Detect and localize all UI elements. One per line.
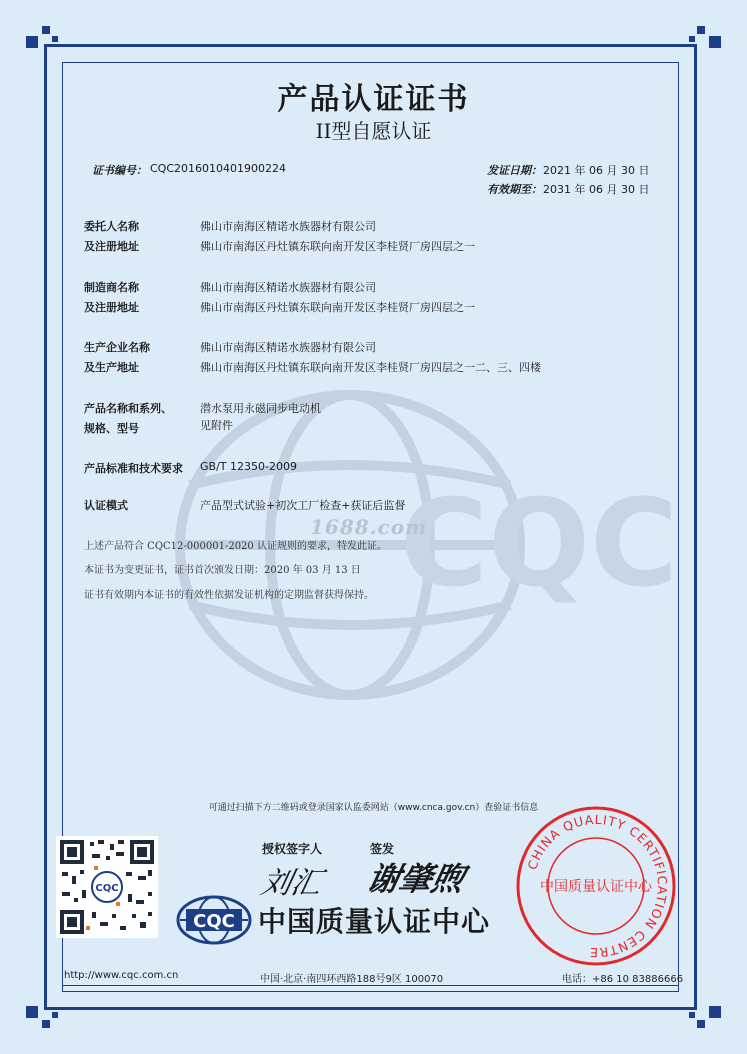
footer-website[interactable]: http://www.cqc.com.cn bbox=[64, 970, 179, 981]
field-value: 潜水泵用永磁同步电动机 bbox=[200, 402, 321, 415]
field-value: 佛山市南海区精诺水族器材有限公司 bbox=[200, 220, 376, 233]
certificate-title: 产品认证证书 bbox=[277, 82, 470, 117]
cert-no-label: 证书编号： bbox=[92, 164, 147, 177]
footer-divider bbox=[62, 985, 679, 986]
field-label: 委托人名称 bbox=[84, 220, 139, 233]
qr-code[interactable] bbox=[56, 836, 158, 938]
cqc-logo-icon bbox=[176, 895, 252, 945]
field-label: 及注册地址 bbox=[84, 301, 139, 314]
field-label: 规格、型号 bbox=[84, 422, 139, 435]
issuer-label: 签发 bbox=[370, 842, 395, 856]
field-label: 及生产地址 bbox=[84, 361, 139, 374]
valid-until-label: 有效期至： bbox=[487, 183, 542, 196]
corner-ornament-icon bbox=[685, 22, 725, 62]
certificate-subtitle: II型自愿认证 bbox=[315, 119, 432, 143]
footer-phone: 电话：+86 10 83886666 bbox=[562, 974, 684, 985]
field-label: 认证模式 bbox=[84, 499, 128, 512]
statement: 上述产品符合 CQC12-000001-2020 认证规则的要求，特发此证。 bbox=[84, 541, 387, 552]
field-value: GB/T 12350-2009 bbox=[200, 460, 297, 473]
field-value: 佛山市南海区丹灶镇东联向南开发区李桂贤厂房四层之一 bbox=[200, 240, 475, 253]
watermark-text: 1688.com bbox=[310, 515, 428, 539]
issue-date: 2021 年 06 月 30 日 bbox=[543, 164, 650, 177]
svg-text:CQC: CQC bbox=[400, 475, 679, 614]
field-value: 佛山市南海区丹灶镇东联向南开发区李桂贤厂房四层之一二、三、四楼 bbox=[200, 361, 541, 374]
svg-text:CQC: CQC bbox=[95, 883, 119, 894]
field-label: 生产企业名称 bbox=[84, 341, 150, 354]
corner-ornament-icon bbox=[22, 22, 62, 62]
statement: 本证书为变更证书，证书首次颁发日期：2020 年 03 月 13 日 bbox=[84, 565, 361, 576]
official-seal-icon bbox=[515, 805, 677, 967]
corner-ornament-icon bbox=[22, 992, 62, 1032]
field-value: 佛山市南海区丹灶镇东联向南开发区李桂贤厂房四层之一 bbox=[200, 301, 475, 314]
issue-date-label: 发证日期： bbox=[487, 164, 542, 177]
issuer-signature: 谢肇煦 bbox=[363, 860, 468, 898]
corner-ornament-icon bbox=[685, 992, 725, 1032]
field-value: 佛山市南海区精诺水族器材有限公司 bbox=[200, 281, 376, 294]
valid-until: 2031 年 06 月 30 日 bbox=[543, 183, 650, 196]
svg-text:CHINA QUALITY CERTIFICATION CE: CHINA QUALITY CERTIFICATION CENTRE bbox=[524, 811, 671, 961]
authorized-signatory-label: 授权签字人 bbox=[262, 842, 323, 856]
field-label: 产品名称和系列、 bbox=[84, 402, 172, 415]
field-value: 产品型式试验+初次工厂检查+获证后监督 bbox=[200, 499, 406, 512]
qr-code-icon bbox=[56, 836, 158, 938]
field-label: 产品标准和技术要求 bbox=[84, 462, 183, 475]
cert-no: CQC2016010401900224 bbox=[150, 162, 286, 175]
statement: 证书有效期内本证书的有效性依据发证机构的定期监督获得保持。 bbox=[84, 590, 374, 601]
field-label: 及注册地址 bbox=[84, 240, 139, 253]
field-label: 制造商名称 bbox=[84, 281, 139, 294]
field-value: 佛山市南海区精诺水族器材有限公司 bbox=[200, 341, 376, 354]
authorized-signature: 刘汇 bbox=[257, 866, 325, 901]
svg-text:CQC: CQC bbox=[193, 911, 235, 932]
field-value: 见附件 bbox=[200, 419, 233, 432]
svg-text:中国质量认证中心: 中国质量认证中心 bbox=[540, 879, 652, 895]
footer-address: 中国·北京·南四环西路188号9区 100070 bbox=[260, 974, 444, 985]
verify-note: 可通过扫描下方二维码或登录国家认监委网站（www.cnca.gov.cn）查验证书信息 bbox=[208, 803, 539, 813]
organization-name: 中国质量认证中心 bbox=[258, 905, 491, 938]
